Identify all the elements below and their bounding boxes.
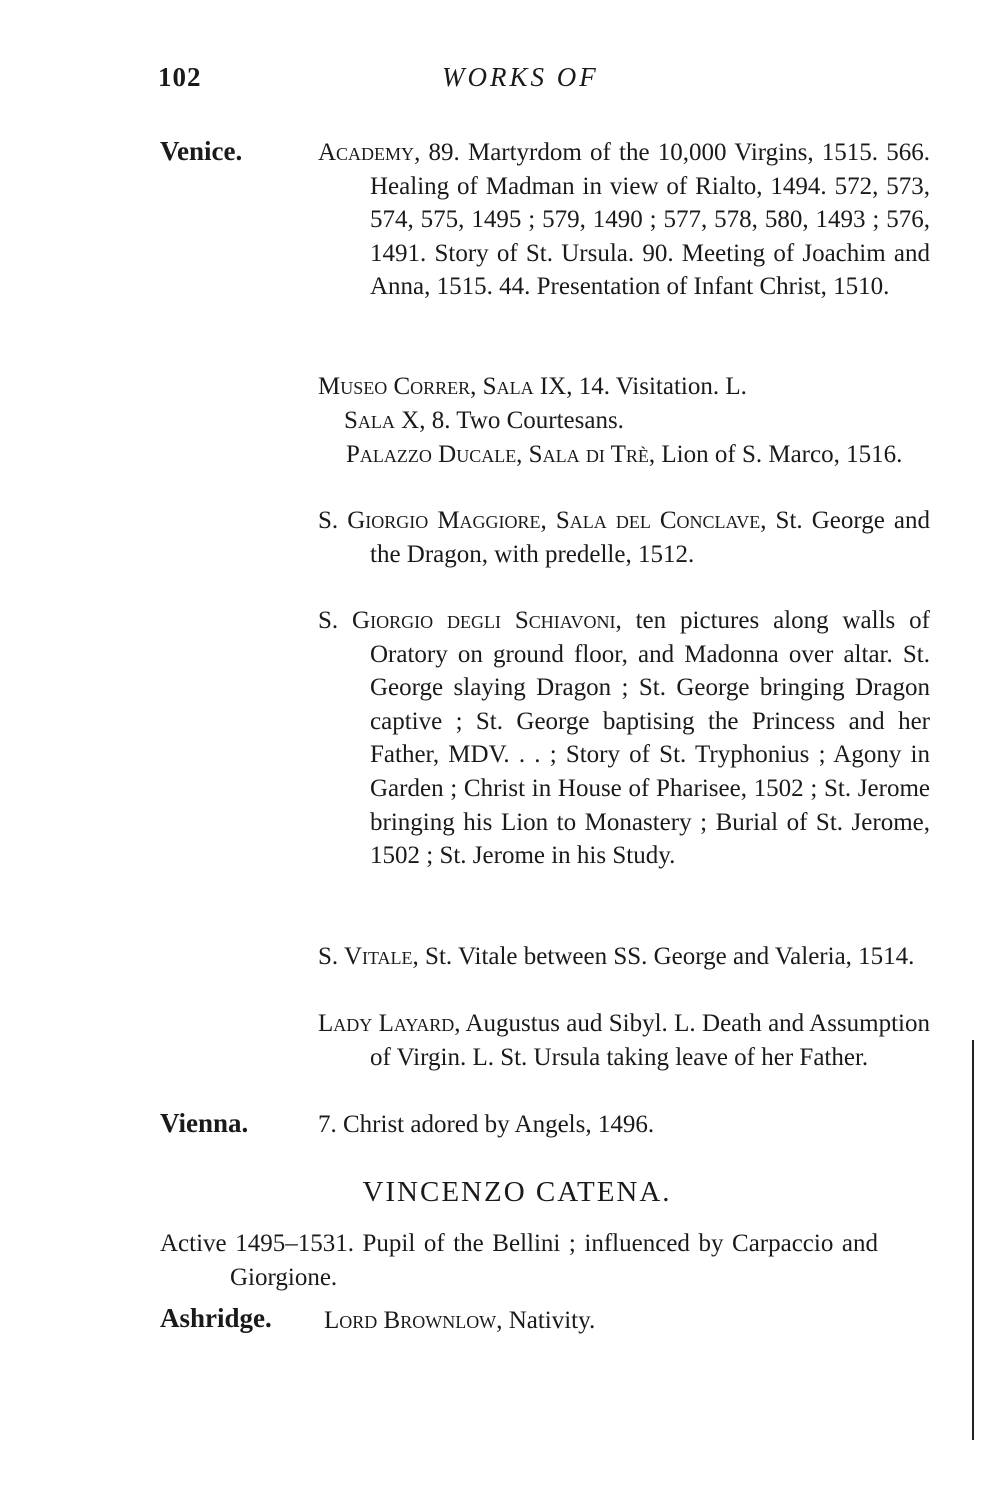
place-ashridge: Ashridge. — [160, 1303, 272, 1333]
entry-lead: Palazzo Ducale, Sala di Trè — [346, 441, 649, 468]
entry-text: X, 8. Two Courtesans. — [394, 407, 624, 434]
entry-text: , Augustus aud Sibyl. L. Death and Assumption of Virgin. L. St. Ursula taking leave of her Father. — [370, 1010, 930, 1071]
page-number: 102 — [158, 62, 202, 92]
entry-museo-correr — [318, 370, 930, 404]
entry-lady-layard — [318, 1007, 930, 1074]
entry-text: , Nativity. — [496, 1307, 596, 1334]
entry-giorgio-schiavoni — [318, 604, 930, 873]
entry-lead: Lady Layard — [318, 1010, 455, 1037]
entry-vitale — [318, 940, 930, 974]
entry-palazzo-ducale — [346, 438, 930, 472]
running-title: WORKS OF — [442, 62, 599, 92]
entry-sala-x — [344, 404, 878, 438]
place-vienna: Vienna. — [160, 1108, 249, 1138]
entry-text: , ten pictures along walls of Oratory on ground floor, and Madonna over altar. St. George slaying Dragon ; St. George bringing Dragon captive ; St. George baptising the Princess and her Father, MDV. . . ; Story of St. Tryphonius ; Agony in Garden ; Christ in House of Pharisee, 1502 ; St. Jerome bringing his Lion to Monastery ; Burial of St. Jerome, 1502 ; St. Jerome in his Study. — [370, 607, 930, 870]
place-venice: Venice. — [160, 136, 243, 166]
entry-text: , St. Vitale between SS. George and Valeria, 1514. — [412, 943, 915, 970]
entry-lead: Sala — [344, 407, 395, 434]
entry-giorgio-maggiore — [318, 504, 930, 571]
entry-lead: S. Giorgio degli Schiavoni — [318, 607, 616, 634]
entry-text: IX, 14. Visitation. L. — [533, 373, 747, 400]
entry-lead: S. Vitale — [318, 943, 413, 970]
margin-rule — [972, 1040, 974, 1440]
entry-lead: Lord Brownlow — [324, 1307, 497, 1334]
entry-text: , Lion of S. Marco, 1516. — [648, 441, 903, 468]
entry-lead: Museo Correr, Sala — [318, 373, 534, 400]
artist-bio: Active 1495–1531. Pupil of the Bellini ; influenced by Carpaccio and Giorgione. — [160, 1230, 878, 1291]
entry-lead: Academy — [318, 139, 415, 166]
entry-text: , St. George and the Dragon, with predelle, 1512. — [370, 507, 930, 568]
entry-text: , 89. Martyrdom of the 10,000 Virgins, 1515. 566. Healing of Madman in view of Rialto, 1494. 572, 573, 574, 575, 1495 ; 579, 1490 ; 577, 578, 580, 1493 ; 576, 1491. Story of St. Ursula. 90. Meeting of Joachim and Anna, 1515. 44. Presentation of Infant Christ, 1510. — [370, 139, 930, 301]
entry-lead: S. Giorgio Maggiore, Sala del Conclave — [318, 507, 761, 534]
entry-text: 7. Christ adored by Angels, 1496. — [318, 1111, 655, 1138]
entry-academy — [318, 136, 930, 304]
entry-ashridge — [324, 1304, 930, 1338]
section-title: VINCENZO CATENA. — [362, 1176, 672, 1208]
entry-vienna — [318, 1108, 930, 1142]
